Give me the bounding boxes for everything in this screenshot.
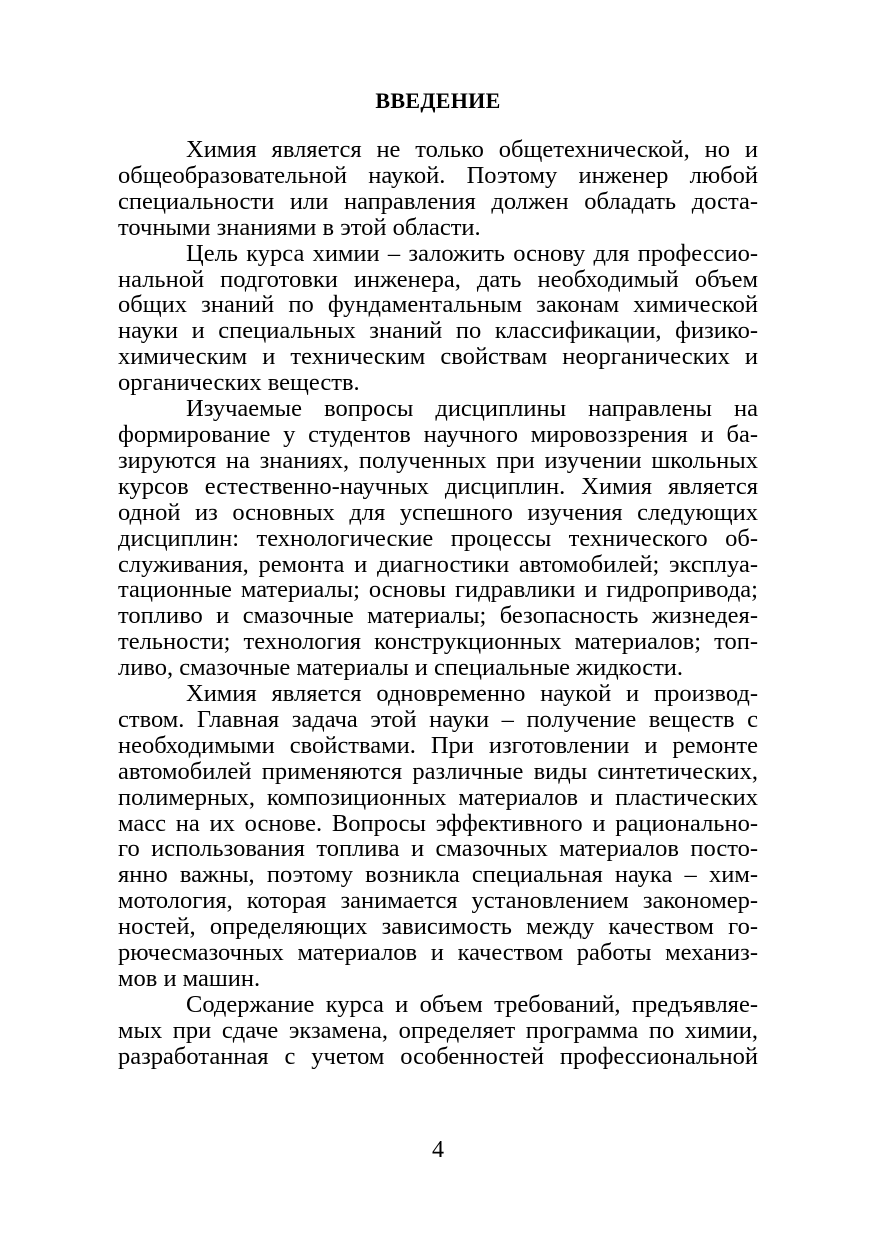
text-line: полимерных, композиционных материалов и пластических	[118, 783, 758, 811]
text-line: одной из основных для успешного изучения следующих	[118, 498, 758, 526]
page-number: 4	[432, 1137, 444, 1163]
text-line: точными знаниями в этой области.	[118, 213, 481, 241]
text-line: мов и машин.	[118, 965, 261, 992]
text-line: дисциплин: технологические процессы технического об-	[118, 524, 758, 552]
text-line: ливо, смазочные материалы и специальные жидкости.	[118, 654, 684, 682]
paragraph	[118, 681, 758, 992]
text-line: Химия является одновременно наукой и производ-	[186, 680, 758, 708]
text-line: Химия является не только общетехнической, но и	[186, 136, 758, 163]
text-line: курсов естественно-научных дисциплин. Химия является	[118, 472, 758, 500]
text-line: тельности; технология конструкционных материалов; топ-	[118, 628, 758, 656]
text-line: Изучаемые вопросы дисциплины направлены на	[186, 395, 758, 423]
text-line: мотология, которая занимается установлением закономер-	[118, 887, 758, 915]
text-line: ностей, определяющих зависимость между качеством го-	[118, 913, 758, 941]
paragraph	[118, 992, 758, 1070]
text-line: общих знаний по фундаментальным законам химической	[118, 291, 758, 319]
text-line: общеобразовательной наукой. Поэтому инженер любой	[118, 161, 758, 189]
text-line: органических веществ.	[118, 369, 360, 397]
body-text	[118, 137, 758, 1070]
text-line: разработанная с учетом особенностей профессиональной	[118, 1042, 758, 1070]
text-line: ством. Главная задача этой науки – получение веществ с	[118, 705, 758, 733]
text-line: специальности или направления должен обладать доста-	[118, 187, 758, 215]
paragraph	[118, 241, 758, 396]
text-line: мых при сдаче экзамена, определяет программа по химии,	[118, 1016, 758, 1044]
text-line: науки и специальных знаний по классификации, физико-	[118, 317, 758, 345]
text-line: формирование у студентов научного мировоззрения и ба-	[118, 420, 758, 448]
text-line: масс на их основе. Вопросы эффективного и рационально-	[118, 809, 758, 837]
text-line: тационные материалы; основы гидравлики и гидропривода;	[118, 576, 758, 604]
text-line: зируются на знаниях, полученных при изучении школьных	[118, 446, 758, 474]
paragraph	[118, 137, 758, 241]
paragraph	[118, 396, 758, 681]
text-line: го использования топлива и смазочных материалов посто-	[118, 835, 758, 863]
text-line: служивания, ремонта и диагностики автомобилей; эксплуа-	[118, 550, 758, 578]
text-line: топливо и смазочные материалы; безопасность жизнедея-	[118, 602, 758, 630]
text-line: рючесмазочных материалов и качеством работы механиз-	[118, 939, 758, 967]
text-line: нальной подготовки инженера, дать необходимый объем	[118, 265, 758, 293]
text-line: необходимыми свойствами. При изготовлении и ремонте	[118, 731, 758, 759]
text-line: Содержание курса и объем требований, предъявляе-	[186, 990, 758, 1018]
text-line: Цель курса химии – заложить основу для профессио-	[186, 239, 758, 267]
text-line: химическим и техническим свойствам неорганических и	[118, 343, 758, 371]
page-title: ВВЕДЕНИЕ	[375, 88, 501, 113]
text-line: янно важны, поэтому возникла специальная наука – хим-	[118, 861, 758, 889]
text-line: автомобилей применяются различные виды синтетических,	[118, 757, 758, 785]
